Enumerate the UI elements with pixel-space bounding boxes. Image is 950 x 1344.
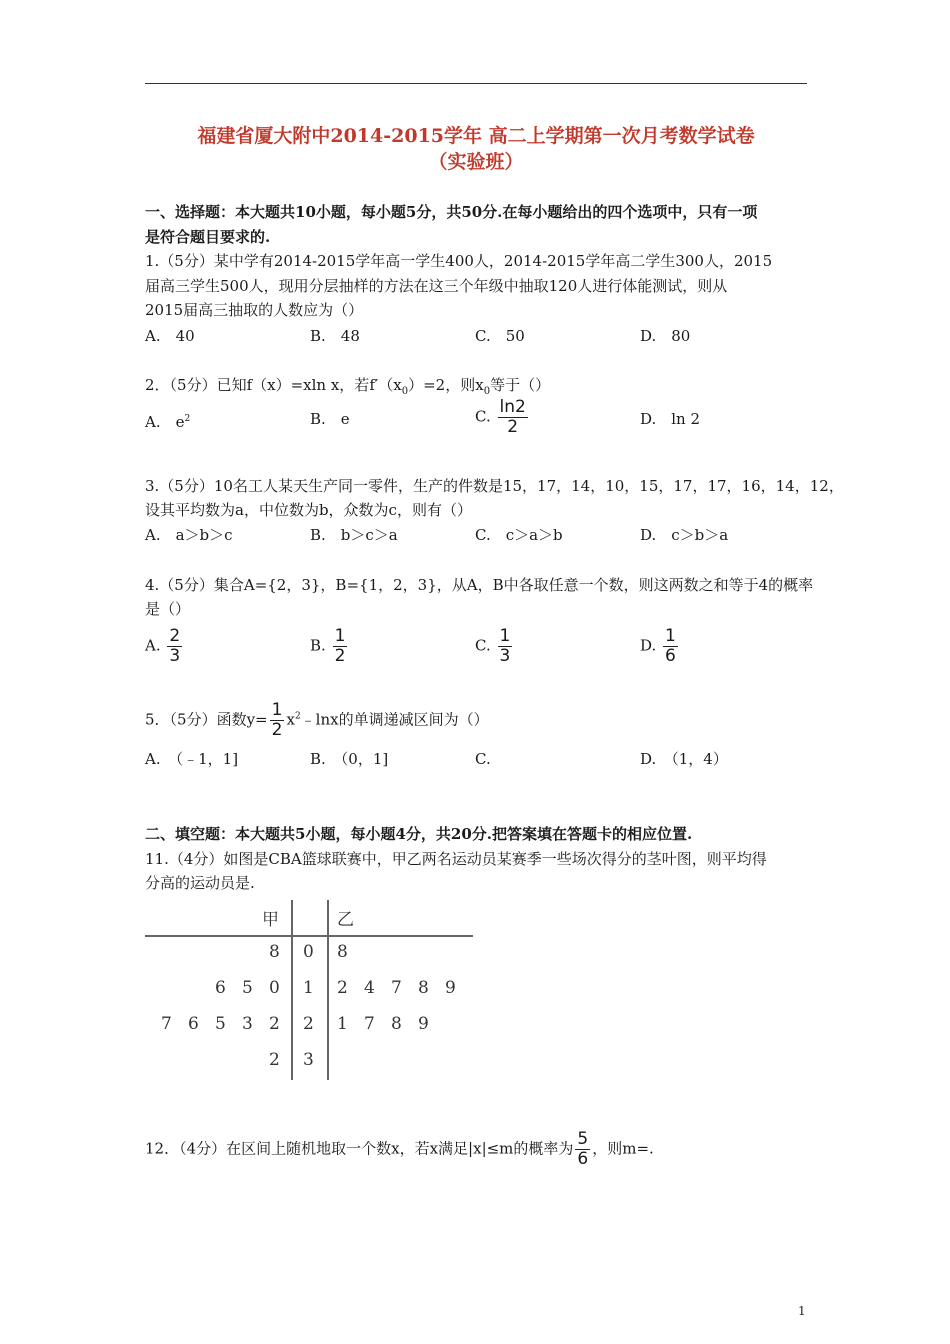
header-rule <box>145 83 807 84</box>
q3-option-b: B. b＞c＞a <box>310 526 398 544</box>
stem-leaf-plot <box>145 900 475 1082</box>
stem-leaf-right-leaf: 4 <box>364 978 375 998</box>
q1-line1: 1.（5分）某中学有2014-2015学年高一学生400人，2014-2015学年高二学生300人，2015 <box>145 252 773 270</box>
stem-leaf-left-leaf: 8 <box>269 942 280 962</box>
q5-option-c: C. <box>475 750 491 768</box>
q1-line3: 2015届高三抽取的人数应为（） <box>145 301 364 319</box>
q1-option-d: D. 80 <box>640 327 691 345</box>
stem-leaf-left-leaf: 7 <box>161 1014 172 1034</box>
page-number: 1 <box>798 1304 806 1318</box>
q3-line2: 设其平均数为a，中位数为b，众数为c，则有（） <box>145 501 472 519</box>
q3-option-d: D. c＞b＞a <box>640 526 729 544</box>
q4-option-b-fraction: $\frac{1}{2}$ <box>334 626 346 666</box>
q2-option-b: B. e <box>310 410 350 428</box>
stem-leaf-right-leaf: 2 <box>337 978 348 998</box>
q4-option-d-fraction: $\frac{1}{6}$ <box>665 626 676 666</box>
section1-heading-line2: 是符合题目要求的. <box>145 228 271 246</box>
q5-option-b: B. （0，1] <box>310 750 389 768</box>
stem-leaf-stem: 1 <box>303 978 314 998</box>
stem-leaf-right-leaf: 7 <box>391 978 402 998</box>
q4-option-a-fraction: $\frac{2}{3}$ <box>169 626 181 666</box>
stem-leaf-right-divider <box>327 900 329 1080</box>
stem-leaf-left-divider <box>291 900 293 1080</box>
q5-stem: 5．（5分）函数y= $\frac{1}{2}$ $x^2﹣\ln x$的单调递减区间为（） <box>145 700 489 740</box>
stem-leaf-right-leaf: 8 <box>337 942 348 962</box>
q2-option-d: D. ln 2 <box>640 410 701 428</box>
stem-leaf-stem: 2 <box>303 1014 314 1034</box>
q4-option-a: A. $\frac{2}{3}$ <box>145 626 181 666</box>
stem-leaf-left-leaf: 5 <box>215 1014 226 1034</box>
q4-option-c: C. $\frac{1}{3}$ <box>475 626 511 666</box>
stem-leaf-right-leaf: 7 <box>364 1014 375 1034</box>
stem-leaf-header-jia: 甲 <box>262 910 279 930</box>
q3-option-a: A. a＞b＞c <box>145 526 233 544</box>
q4-option-c-fraction: $\frac{1}{3}$ <box>499 626 511 666</box>
q2-stem: 2．（5分）已知f（x）=xln x，若$f'(x_0)=2$，则$x_0$等于（） <box>145 376 551 397</box>
q5-option-d: D. （1，4） <box>640 750 728 768</box>
q4-line1: 4.（5分）集合A={2，3}，B={1，2，3}，从A，B中各取任意一个数，则这两数之和等于4的概率 <box>145 576 814 594</box>
stem-leaf-left-leaf: 2 <box>269 1050 280 1070</box>
q5-fraction: $\frac{1}{2}$ <box>271 700 283 740</box>
exam-title-line2: （实验班） <box>428 151 524 173</box>
stem-leaf-left-leaf: 0 <box>269 978 280 998</box>
stem-leaf-stem: 3 <box>303 1050 314 1070</box>
q4-option-d: D. $\frac{1}{6}$ <box>640 626 676 666</box>
stem-leaf-left-leaf: 3 <box>242 1014 253 1034</box>
q1-option-a: A. 40 <box>145 327 195 345</box>
q12-fraction: $\frac{5}{6}$ <box>577 1129 589 1169</box>
q2-option-c-fraction: $\frac{\ln 2}{2}$ <box>499 397 526 437</box>
section1-heading-line1: 一、选择题：本大题共10小题，每小题5分，共50分.在每小题给出的四个选项中，只有一项 <box>145 203 758 221</box>
exam-title-line1: 福建省厦大附中2014-2015学年 高二上学期第一次月考数学试卷 <box>197 125 755 147</box>
stem-leaf-left-leaf: 6 <box>215 978 226 998</box>
stem-leaf-right-leaf: 8 <box>418 978 429 998</box>
stem-leaf-left-leaf: 2 <box>269 1014 280 1034</box>
q2-option-c: C. $\frac{\ln 2}{2}$ <box>475 397 526 437</box>
stem-leaf-header-rule <box>145 935 473 937</box>
stem-leaf-right-leaf: 9 <box>445 978 456 998</box>
q11-line2: 分高的运动员是. <box>145 874 255 892</box>
stem-leaf-left-leaf: 6 <box>188 1014 199 1034</box>
q3-option-c: C. c＞a＞b <box>475 526 563 544</box>
q1-option-b: B. 48 <box>310 327 360 345</box>
q11-line1: 11.（4分）如图是CBA篮球联赛中，甲乙两名运动员某赛季一些场次得分的茎叶图，则平均得 <box>145 850 767 868</box>
stem-leaf-right-leaf: 8 <box>391 1014 402 1034</box>
stem-leaf-right-leaf: 1 <box>337 1014 348 1034</box>
q4-line2: 是（） <box>145 600 191 618</box>
stem-leaf-header-yi: 乙 <box>337 910 354 930</box>
q4-option-b: B. $\frac{1}{2}$ <box>310 626 346 666</box>
q1-option-c: C. 50 <box>475 327 525 345</box>
q12-stem: 12．（4分）在区间上随机地取一个数x，若x满足|x|≤m的概率为 $\frac{5}{6}$ ，则m=. <box>145 1129 654 1169</box>
stem-leaf-left-leaf: 5 <box>242 978 253 998</box>
q5-option-a: A. （﹣1，1] <box>145 750 239 768</box>
stem-leaf-right-leaf: 9 <box>418 1014 429 1034</box>
q2-option-a: A. $e^2$ <box>145 413 191 431</box>
q3-line1: 3.（5分）10名工人某天生产同一零件，生产的件数是15，17，14，10，15，17，17，16，14，12， <box>145 477 844 495</box>
section2-heading: 二、填空题：本大题共5小题，每小题4分，共20分.把答案填在答题卡的相应位置. <box>145 825 693 843</box>
stem-leaf-stem: 0 <box>303 942 314 962</box>
q1-line2: 届高三学生500人，现用分层抽样的方法在这三个年级中抽取120人进行体能测试，则从 <box>145 277 728 295</box>
